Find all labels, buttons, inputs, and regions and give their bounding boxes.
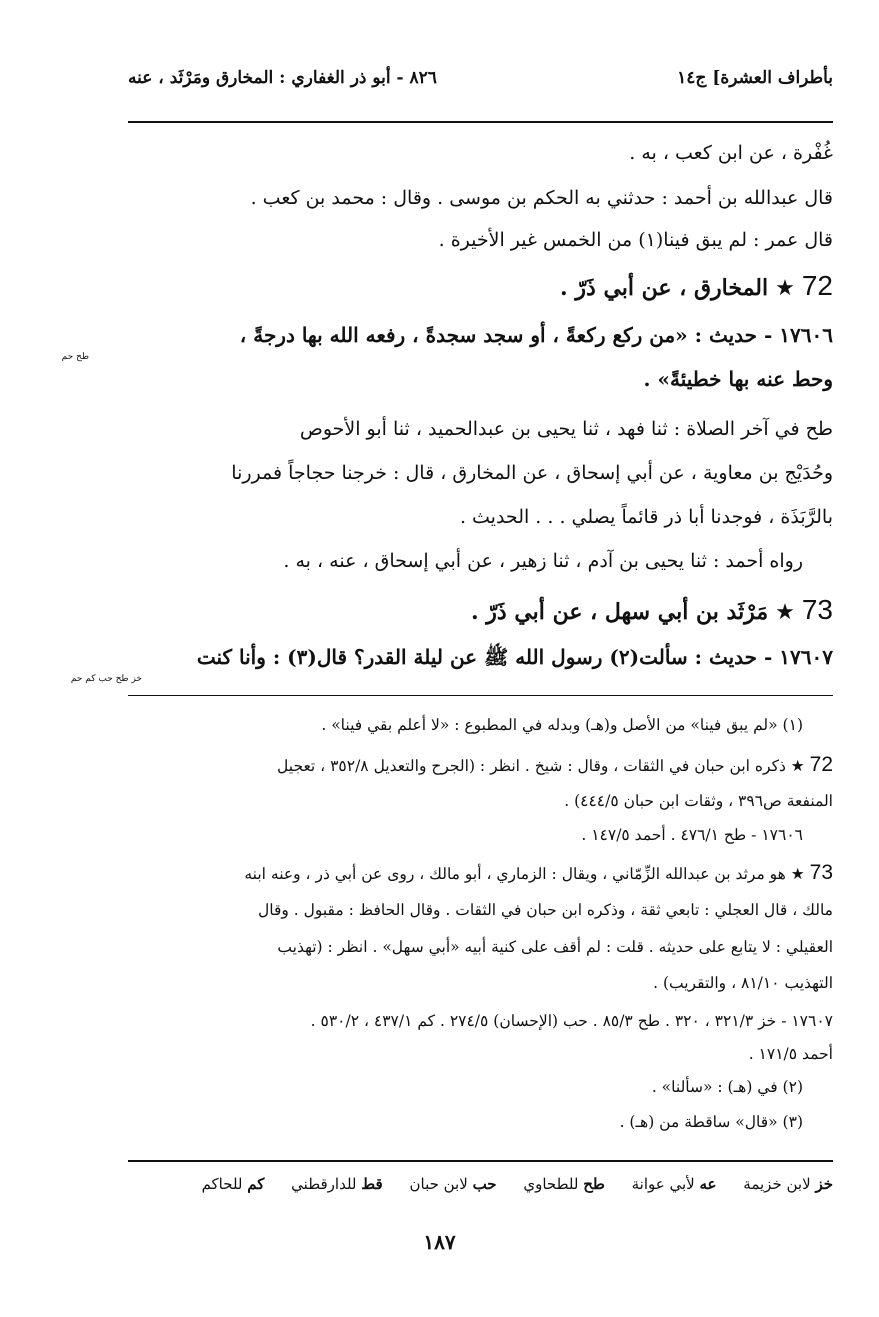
footnote-73-line <box>244 861 833 885</box>
abbreviation-code: حب <box>472 1175 497 1193</box>
hadith-17606-sigla: طح حم <box>61 352 89 362</box>
isnad-line: بالرَّبَذَة ، فوجدنا أبا ذر قائماً يصلي . . . الحديث . <box>459 506 833 528</box>
abbreviation-code: عه <box>699 1175 717 1193</box>
abbreviation-name: للحاكم <box>201 1175 243 1193</box>
footnote-2: (٢) في (هـ) : «سألنا» . <box>651 1078 803 1096</box>
hadith-17606-line: ١٧٦٠٦ - حديث : «من ركع ركعةً ، أو سجد سجدةً ، رفعه الله بها درجةً ، <box>239 323 833 347</box>
entry-number: 72 <box>801 270 833 301</box>
abbreviation-code: قط <box>361 1175 383 1193</box>
footnote-rule <box>128 695 833 696</box>
abbreviation-item <box>632 1175 717 1193</box>
header-volume-title: بأطراف العشرة] ج١٤ <box>677 68 833 88</box>
abbreviation-code: كم <box>247 1175 265 1193</box>
star-icon: ★ <box>775 276 795 301</box>
header-rule <box>128 121 833 123</box>
footnote-3: (٣) «قال» ساقطة من (هـ) . <box>619 1113 803 1131</box>
footnote-text: ذكره ابن حبان في الثقات ، وقال : شيخ . انظر : (الجرح والتعديل ٣٥٢/٨ ، تعجيل <box>277 757 786 775</box>
entry-title: مَرْثَد بن أبي سهل ، عن أبي ذَرّ . <box>470 599 769 625</box>
footnote-73-line: التهذيب ٨١/١٠ ، والتقريب) . <box>653 974 833 992</box>
abbreviation-item <box>291 1175 383 1193</box>
ahmad-line: رواه أحمد : ثنا يحيى بن آدم ، ثنا زهير ، عن أبي إسحاق ، عنه ، به . <box>283 550 803 572</box>
hadith-17607-sigla: خز طح حب كم حم <box>70 674 142 684</box>
entry-heading-73 <box>471 594 833 626</box>
abbreviation-name: للدارقطني <box>291 1175 357 1193</box>
footnote-73-line: مالك ، قال العجلي : تابعي ثقة ، وذكره ابن حبان في الثقات . وقال الحافظ : مقبول . وقال <box>257 901 833 919</box>
footnote-text: هو مرثد بن عبدالله الزِّمّاني ، ويقال : الزماري ، أبو مالك ، روى عن أبي ذر ، وعنه ابنه <box>244 865 786 883</box>
footnote-72-line: المنفعة ص٣٩٦ ، وثقات ابن حبان ٤٤٤/٥) . <box>564 792 833 810</box>
abbreviation-name: للطحاوي <box>523 1175 579 1193</box>
reference-17607-line: أحمد ١٧١/٥ . <box>748 1045 833 1063</box>
reference-17607-line: ١٧٦٠٧ - خز ٣٢١/٣ ، ٣٢٠ . طح ٨٥/٣ . حب (الإحسان) ٢٧٤/٥ . كم ٤٣٧/١ ، ٥٣٠/٢ . <box>310 1012 833 1030</box>
abbreviation-item <box>409 1175 496 1193</box>
entry-heading-72 <box>560 270 833 302</box>
page-number: ١٨٧ <box>423 1230 456 1254</box>
entry-title: المخارق ، عن أبي ذَرّ . <box>560 275 769 301</box>
hadith-17607-line: ١٧٦٠٧ - حديث : سألت(٢) رسول الله ﷺ عن ليلة القدر؟ قال(٣) : وأنا كنت <box>196 645 833 669</box>
footnote-72-line <box>277 753 833 777</box>
abbreviations-rule <box>128 1160 833 1162</box>
entry-number: 73 <box>801 594 833 625</box>
body-line: قال عبدالله بن أحمد : حدثني به الحكم بن موسى . وقال : محمد بن كعب . <box>250 187 833 209</box>
abbreviations-key <box>180 1175 833 1193</box>
abbreviation-item <box>743 1175 833 1193</box>
header-section-title: ٨٢٦ - أبو ذر الغفاري : المخارق ومَرْثَد ، عنه <box>128 68 437 88</box>
isnad-line: وحُدَيْج بن معاوية ، عن أبي إسحاق ، عن المخارق ، قال : خرجنا حجاجاً فمررنا <box>231 462 833 484</box>
body-line: قال عمر : لم يبق فينا(١) من الخمس غير الأخيرة . <box>438 229 833 251</box>
abbreviation-item <box>523 1175 604 1193</box>
abbreviation-code: طح <box>583 1175 605 1193</box>
footnote-73-line: العقيلي : لا يتابع على حديثه . قلت : لم أقف على كنية أبيه «أبي سهل» . انظر : (تهذيب <box>277 938 833 956</box>
hadith-17606-line: وحط عنه بها خطيئةً» . <box>643 367 833 391</box>
abbreviation-name: لابن حبان <box>409 1175 468 1193</box>
footnote-number: 73 <box>809 861 833 884</box>
isnad-line: طح في آخر الصلاة : ثنا فهد ، ثنا يحيى بن عبدالحميد ، ثنا أبو الأحوص <box>299 418 833 440</box>
reference-17606: ١٧٦٠٦ - طح ٤٧٦/١ . أحمد ١٤٧/٥ . <box>581 826 803 844</box>
abbreviation-name: لابن خزيمة <box>743 1175 811 1193</box>
footnote-1: (١) «لم يبق فينا» من الأصل و(هـ) وبدله في المطبوع : «لا أعلم بقي فينا» . <box>321 716 803 734</box>
star-icon: ★ <box>790 757 805 775</box>
body-line: غُفْرة ، عن ابن كعب ، به . <box>629 142 833 164</box>
abbreviation-code: خز <box>815 1175 833 1193</box>
footnote-number: 72 <box>809 753 833 776</box>
star-icon: ★ <box>790 865 805 883</box>
abbreviation-item <box>202 1175 265 1193</box>
star-icon: ★ <box>775 600 795 625</box>
abbreviation-name: لأبي عوانة <box>631 1175 695 1193</box>
